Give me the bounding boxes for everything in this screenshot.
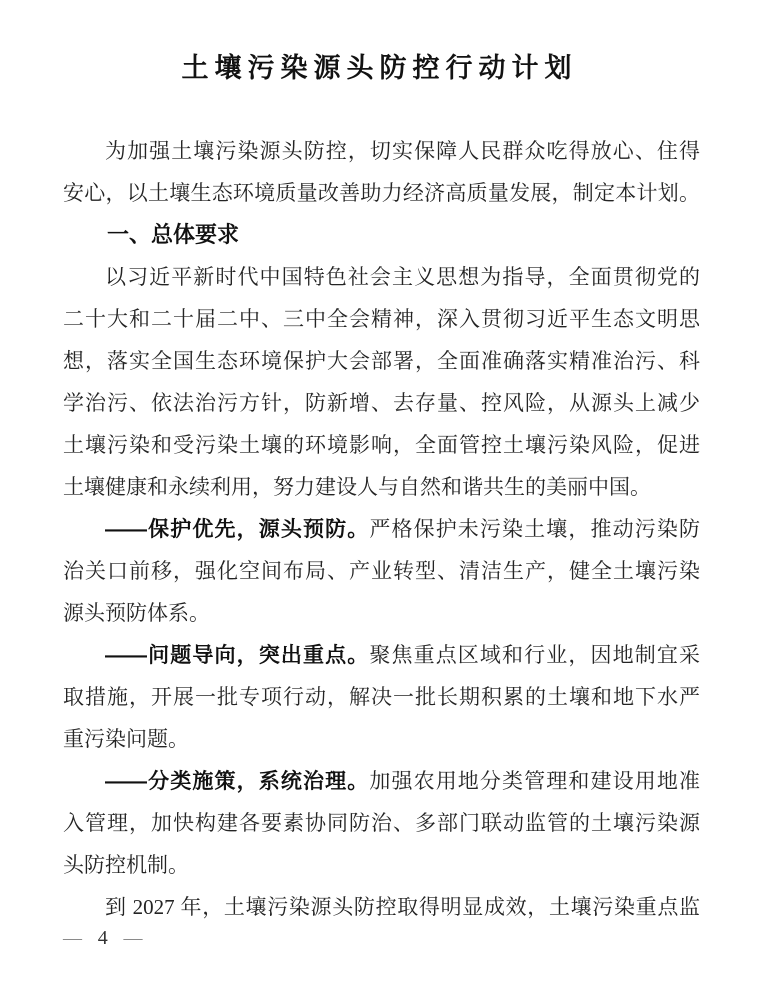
bold-lead-text: ——问题导向，突出重点。 [105,644,370,667]
text-line [63,340,700,382]
line-text: 头防控机制。 [63,853,189,877]
page-number: 4 [97,927,108,949]
document-body [63,130,700,928]
bold-lead-text: ——保护优先，源头预防。 [105,518,370,541]
line-text: 二十大和二十届二中、三中全会精神，深入贯彻习近平生态文明思 [63,307,700,331]
line-text: 重污染问题。 [63,727,189,751]
line-text: 学治污、依法治污方针，防新增、去存量、控风险，从源头上减少 [63,391,700,415]
line-text: 入管理，加快构建各要素协同防治、多部门联动监管的土壤污染源 [63,811,700,835]
line-text: 为加强土壤污染源头防控，切实保障人民群众吃得放心、住得 [105,139,700,163]
page-footer [63,926,143,950]
document-title: 土壤污染源头防控行动计划 [181,53,578,83]
line-text: 聚焦重点区域和行业，因地制宜采 [369,643,700,667]
line-text: 安心，以土壤生态环境质量改善助力经济高质量发展，制定本计划。 [63,181,700,205]
line-text: 严格保护未污染土壤，推动污染防 [369,517,700,541]
line-text: 想，落实全国生态环境保护大会部署，全面准确落实精准治污、科 [63,349,700,373]
text-line [63,256,700,298]
line-text: 治关口前移，强化空间布局、产业转型、清洁生产，健全土壤污染 [63,559,700,583]
text-line [63,298,700,340]
line-text: 到 2027 年，土壤污染源头防控取得明显成效，土壤污染重点监 [105,895,700,919]
text-line [63,466,700,508]
line-text: 以习近平新时代中国特色社会主义思想为指导，全面贯彻党的 [105,265,700,289]
text-line [63,718,700,760]
text-line [63,130,700,172]
text-line [63,886,700,928]
line-text: 源头预防体系。 [63,601,210,625]
text-line [63,760,700,802]
text-line [63,382,700,424]
text-line [63,844,700,886]
text-line [63,592,700,634]
text-line [63,802,700,844]
line-text: 取措施，开展一批专项行动，解决一批长期积累的土壤和地下水严 [63,685,700,709]
line-text: 土壤污染和受污染土壤的环境影响，全面管控土壤污染风险，促进 [63,433,700,457]
text-line [63,508,700,550]
bold-lead-text: ——分类施策，系统治理。 [105,770,370,793]
bold-lead-text: 一、总体要求 [107,222,240,247]
footer-dash-right-icon: — [123,928,143,949]
text-line [63,634,700,676]
text-line [63,676,700,718]
text-line [63,172,700,214]
line-text: 土壤健康和永续利用，努力建设人与自然和谐共生的美丽中国。 [63,475,651,499]
footer-dash-left-icon: — [63,928,82,949]
section-heading [63,214,700,256]
text-line [63,550,700,592]
line-text: 加强农用地分类管理和建设用地准 [369,769,700,793]
text-line [63,424,700,466]
